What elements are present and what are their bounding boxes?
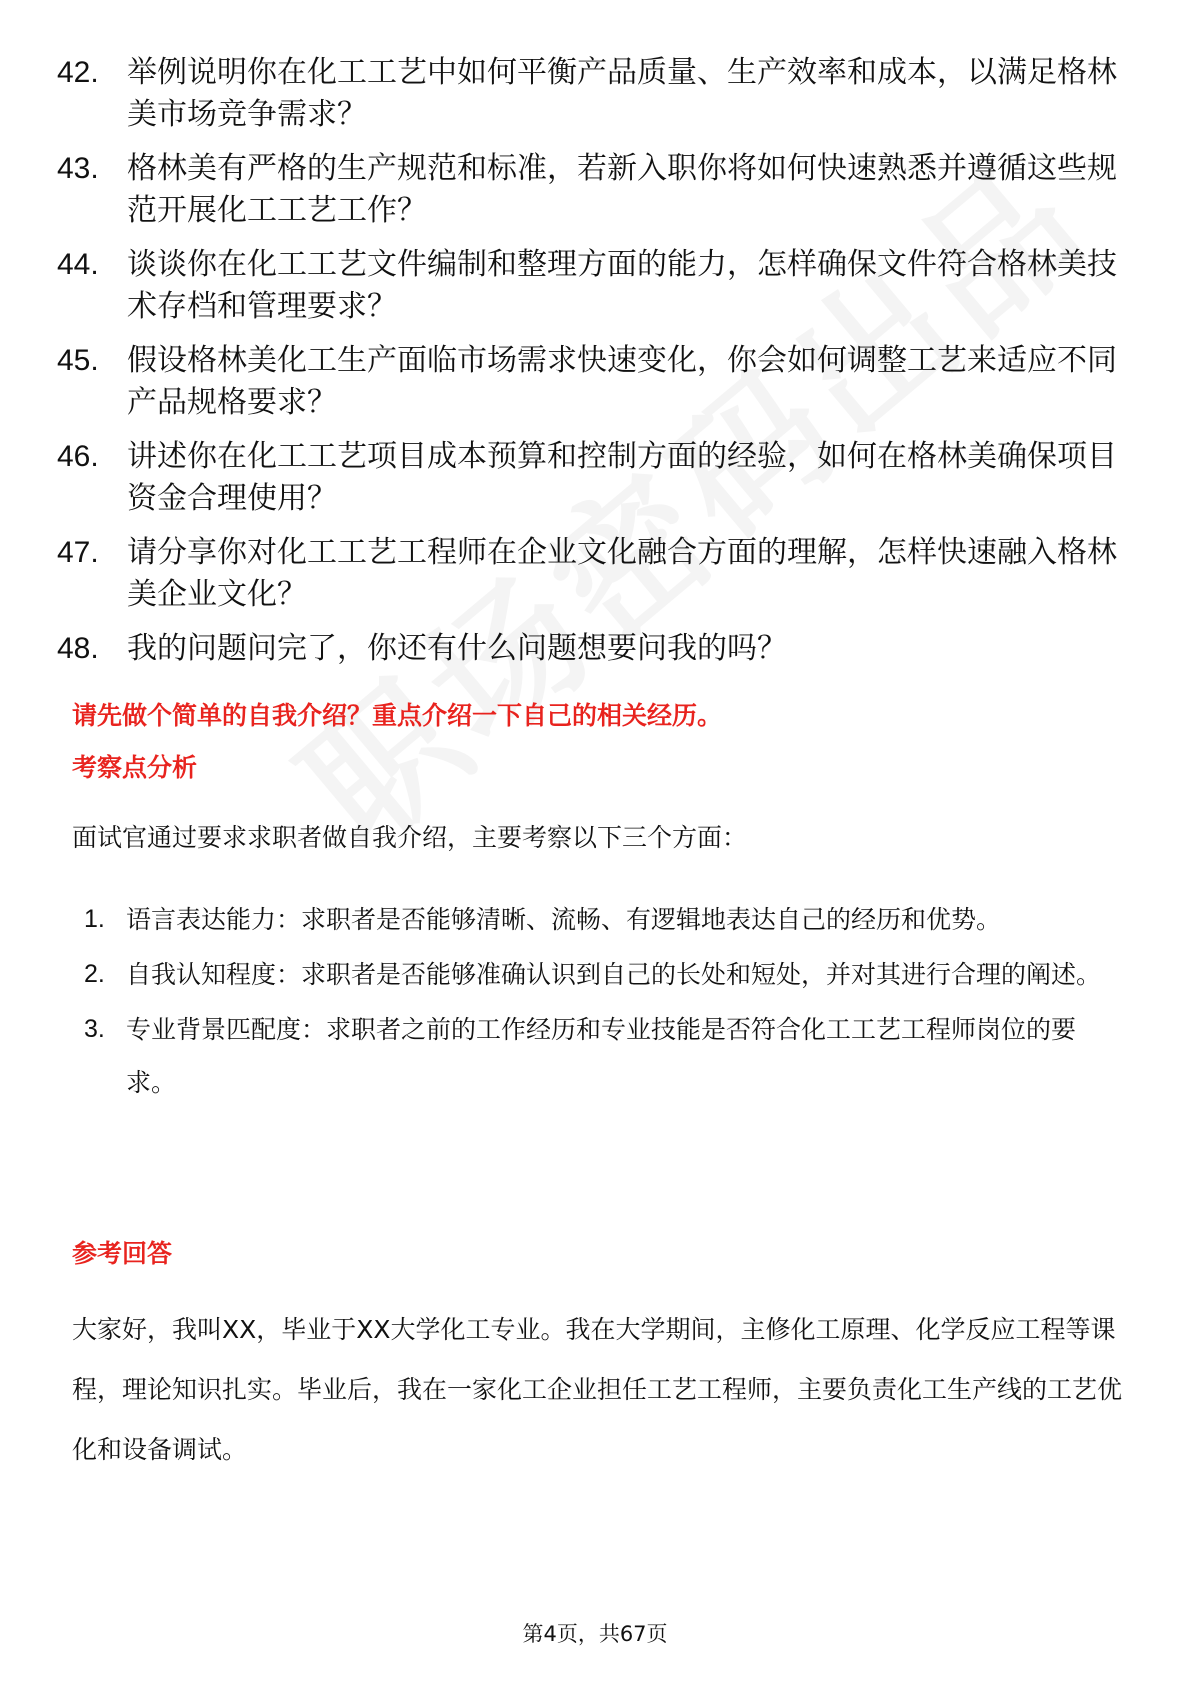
- question-item: [57, 628, 1137, 670]
- question-text: 格林美有严格的生产规范和标准，若新入职你将如何快速熟悉并遵循这些规范开展化工工艺工作？: [127, 151, 1117, 228]
- question-item: [57, 244, 1137, 328]
- analysis-point-number: 3.: [84, 1015, 105, 1043]
- answer-heading: 参考回答: [72, 1239, 173, 1268]
- analysis-point-text: 专业背景匹配度：求职者之前的工作经历和专业技能是否符合化工工艺工程师岗位的要求。: [126, 1015, 1077, 1097]
- page-footer: 第4页，共67页: [522, 1622, 668, 1646]
- question-text: 谈谈你在化工工艺文件编制和整理方面的能力，怎样确保文件符合格林美技术存档和管理要求？: [127, 247, 1117, 324]
- analysis-intro: 面试官通过要求求职者做自我介绍，主要考察以下三个方面：: [72, 823, 748, 852]
- analysis-heading: 考察点分析: [72, 753, 198, 782]
- analysis-point: [84, 1003, 1124, 1109]
- section-question-heading: 请先做个简单的自我介绍？重点介绍一下自己的相关经历。: [72, 701, 723, 730]
- question-number: 47.: [57, 536, 99, 569]
- answer-text: 大家好，我叫XX，毕业于XX大学化工专业。我在大学期间，主修化工原理、化学反应工程等课程，理论知识扎实。毕业后，我在一家化工企业担任工艺工程师，主要负责化工生产线的工艺优化和设备调试。: [72, 1315, 1123, 1464]
- question-number: 43.: [57, 152, 99, 185]
- question-text: 举例说明你在化工工艺中如何平衡产品质量、生产效率和成本，以满足格林美市场竞争需求？: [127, 55, 1117, 132]
- question-number: 45.: [57, 344, 99, 377]
- question-number: 46.: [57, 440, 99, 473]
- question-number: 48.: [57, 632, 99, 665]
- question-list: [57, 52, 1137, 682]
- question-text: 假设格林美化工生产面临市场需求快速变化，你会如何调整工艺来适应不同产品规格要求？: [127, 343, 1117, 420]
- question-item: [57, 532, 1137, 616]
- question-item: [57, 436, 1137, 520]
- analysis-point-number: 2.: [84, 960, 105, 988]
- question-item: [57, 148, 1137, 232]
- question-text: 请分享你对化工工艺工程师在企业文化融合方面的理解，怎样快速融入格林美企业文化？: [127, 535, 1117, 612]
- analysis-point: [84, 948, 1124, 1001]
- question-item: [57, 340, 1137, 424]
- question-text: 讲述你在化工工艺项目成本预算和控制方面的经验，如何在格林美确保项目资金合理使用？: [127, 439, 1117, 516]
- question-number: 42.: [57, 56, 99, 89]
- analysis-point-text: 自我认知程度：求职者是否能够准确认识到自己的长处和短处，并对其进行合理的阐述。: [126, 960, 1102, 989]
- question-text: 我的问题问完了，你还有什么问题想要问我的吗？: [127, 631, 787, 666]
- analysis-point-number: 1.: [84, 905, 105, 933]
- analysis-point-text: 语言表达能力：求职者是否能够清晰、流畅、有逻辑地表达自己的经历和优势。: [126, 905, 1002, 934]
- question-item: [57, 52, 1137, 136]
- analysis-point: [84, 893, 1124, 946]
- analysis-point-list: [84, 893, 1124, 1111]
- question-number: 44.: [57, 248, 99, 281]
